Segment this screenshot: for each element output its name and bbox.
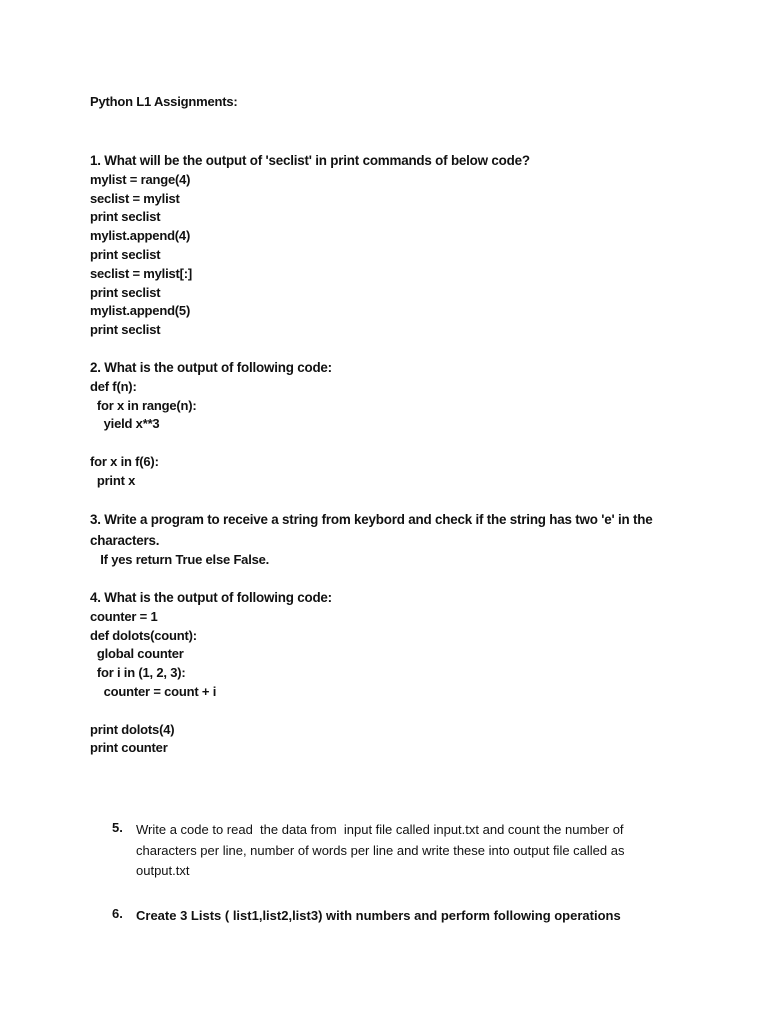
code-line: def dolots(count): xyxy=(90,627,197,643)
code-line: global counter xyxy=(90,646,184,662)
question-2 xyxy=(90,359,332,491)
code-line: print seclist xyxy=(90,322,161,338)
code-line: print dolots(4) xyxy=(90,721,175,737)
question-4 xyxy=(90,589,332,758)
code-line: for x in range(n): xyxy=(90,397,197,413)
code-line: seclist = mylist[:] xyxy=(90,265,193,281)
question-5-line: output.txt xyxy=(136,863,190,878)
document-title: Python L1 Assignments: xyxy=(90,94,238,109)
question-5 xyxy=(112,820,672,882)
code-line: mylist.append(4) xyxy=(90,228,191,244)
code-line: print counter xyxy=(90,740,168,756)
code-line: def f(n): xyxy=(90,378,137,394)
code-line: print seclist xyxy=(90,284,161,300)
code-line: for i in (1, 2, 3): xyxy=(90,665,186,681)
code-line: print x xyxy=(90,472,136,488)
question-5-number: 5. xyxy=(112,820,123,835)
question-3-condition: If yes return True else False. xyxy=(90,552,270,567)
question-6 xyxy=(112,906,672,927)
question-1 xyxy=(90,152,530,340)
question-6-number: 6. xyxy=(112,906,123,921)
code-line: print seclist xyxy=(90,246,161,262)
question-3 xyxy=(90,510,653,570)
code-line: print seclist xyxy=(90,209,161,225)
code-line: seclist = mylist xyxy=(90,190,180,206)
code-line: for x in f(6): xyxy=(90,453,159,469)
question-3-text: 3. Write a program to receive a string from keybord and check if the string has two 'e' in the xyxy=(90,512,653,527)
question-5-line: Write a code to read the data from input file called input.txt and count the number of xyxy=(136,822,624,837)
question-2-text: 2. What is the output of following code: xyxy=(90,360,332,375)
code-line: yield x**3 xyxy=(90,416,160,432)
code-line: counter = count + i xyxy=(90,683,217,699)
code-line: mylist = range(4) xyxy=(90,171,191,187)
spacer xyxy=(90,702,332,721)
list-item xyxy=(112,820,672,882)
question-4-text: 4. What is the output of following code: xyxy=(90,590,332,605)
question-1-text: 1. What will be the output of 'seclist' in print commands of below code? xyxy=(90,153,530,168)
code-line: mylist.append(5) xyxy=(90,303,191,319)
spacer xyxy=(90,434,332,453)
question-5-line: characters per line, number of words per line and write these into output file called as xyxy=(136,842,625,858)
question-3-text-cont: characters. xyxy=(90,532,160,548)
question-5-body xyxy=(136,820,624,882)
question-6-text: Create 3 Lists ( list1,list2,list3) with numbers and perform following operations xyxy=(136,908,621,923)
code-line: counter = 1 xyxy=(90,608,158,624)
list-item xyxy=(112,906,672,927)
